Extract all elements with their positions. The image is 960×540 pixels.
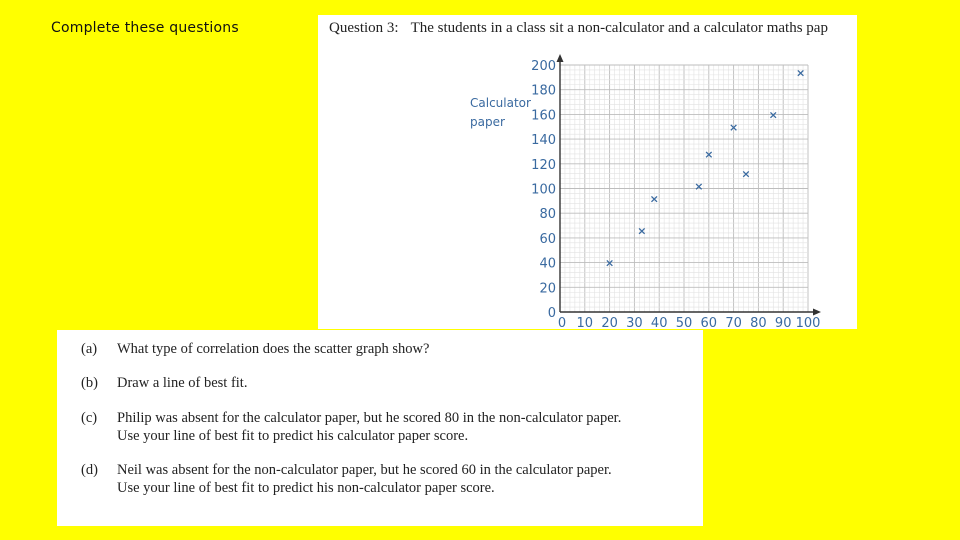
y-tick-label: 180 <box>531 83 556 99</box>
data-point-marker: × <box>637 224 647 238</box>
question-number: Question 3: <box>329 20 399 36</box>
y-tick-label: 80 <box>539 207 556 223</box>
part-text-line-2: Use your line of best fit to predict his non-calculator paper score. <box>117 480 495 496</box>
x-tick-label: 10 <box>576 316 594 329</box>
part-text: Draw a line of best fit. <box>117 375 248 391</box>
x-tick-label: 0 <box>557 316 567 329</box>
y-tick-label: 40 <box>539 256 556 272</box>
question-part-a <box>81 340 429 358</box>
x-tick-label: 80 <box>750 316 767 329</box>
question-image-panel <box>318 15 857 329</box>
part-label: (c) <box>81 410 98 426</box>
y-axis-label-line-1: Calculator <box>470 96 531 110</box>
question-part-d <box>81 461 612 497</box>
data-point-marker: × <box>604 256 615 270</box>
x-tick-label: 60 <box>700 316 718 329</box>
questions-panel <box>57 330 703 526</box>
part-text-line-2: Use your line of best fit to predict his calculator paper score. <box>117 428 469 444</box>
question-part-c <box>81 409 621 445</box>
y-tick-label: 20 <box>539 281 556 297</box>
x-tick-label: 70 <box>725 316 742 329</box>
y-tick-label: 60 <box>539 231 556 247</box>
slide-title: Complete these questions <box>51 20 239 36</box>
x-axis-arrow <box>813 309 821 316</box>
data-point-marker: × <box>741 167 751 181</box>
part-text: What type of correlation does the scatter graph show? <box>117 341 430 357</box>
y-axis-label-line-2: paper <box>470 115 505 129</box>
data-point-marker: × <box>768 108 778 122</box>
part-label: (d) <box>81 462 98 478</box>
part-text-line-1: Neil was absent for the non-calculator paper, but he scored 60 in the calculator paper. <box>117 462 612 478</box>
y-tick-label: 120 <box>531 157 556 173</box>
x-tick-label: 30 <box>626 316 643 329</box>
y-tick-label: 0 <box>547 306 556 321</box>
x-tick-label: 20 <box>601 316 618 329</box>
y-axis-arrow <box>557 54 564 62</box>
part-label: (a) <box>81 341 98 357</box>
x-tick-label: 50 <box>675 316 693 329</box>
y-tick-label: 200 <box>531 59 556 74</box>
x-tick-label: 40 <box>650 316 668 329</box>
y-tick-label: 160 <box>531 108 556 124</box>
data-point-marker: × <box>728 120 739 134</box>
data-point-marker: × <box>649 192 659 206</box>
question-part-b <box>81 374 247 392</box>
y-tick-label: 100 <box>531 182 556 198</box>
data-point-marker: × <box>795 66 806 80</box>
y-tick-label: 140 <box>531 133 556 149</box>
data-point-marker: × <box>704 147 714 161</box>
part-text-line-1: Philip was absent for the calculator paper, but he scored 80 in the non-calculator paper. <box>117 410 622 426</box>
scatter-chart <box>318 15 857 329</box>
x-tick-label: 90 <box>774 316 792 329</box>
question-text: The students in a class sit a non-calculator and a calculator maths pap <box>410 20 828 36</box>
part-label: (b) <box>81 375 98 391</box>
x-tick-label: 100 <box>795 316 821 329</box>
data-point-marker: × <box>694 180 704 194</box>
